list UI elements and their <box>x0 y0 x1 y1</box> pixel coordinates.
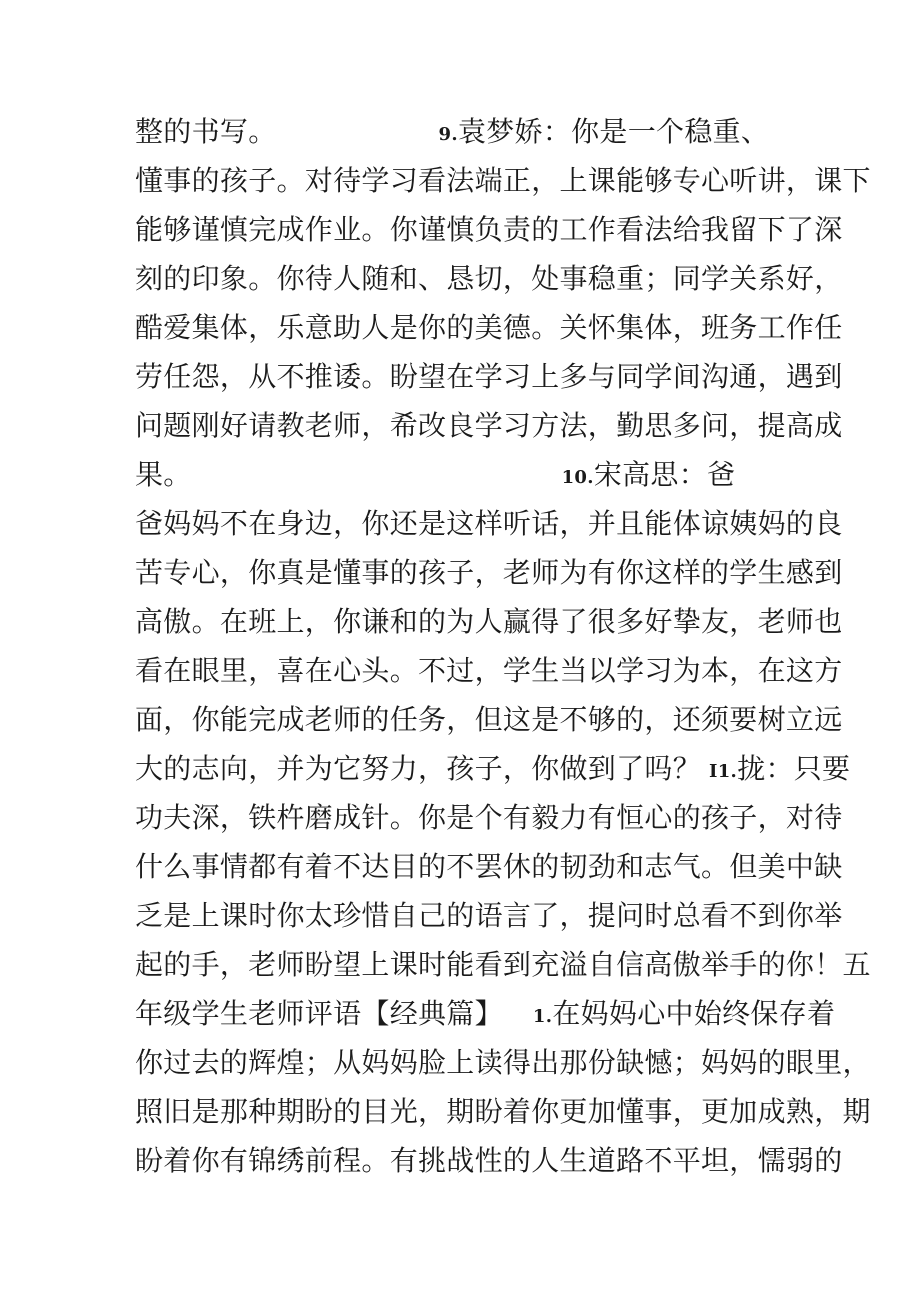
line-text: 在妈妈心中始终保存着 <box>552 997 836 1030</box>
text-line: 起的手，老师盼望上课时能看到充溢自信高傲举手的你！五 <box>135 948 871 981</box>
line-text: 整的书写。 <box>135 115 277 148</box>
line-text: 袁梦娇：你是一个稳重、 <box>457 115 770 148</box>
text-line: 照旧是那种期盼的目光，期盼着你更加懂事，更加成熟，期 <box>135 1095 871 1128</box>
text-line: 看在眼里，喜在心头。不过，学生当以学习为本，在这方 <box>135 654 843 687</box>
text-line: 苦专心，你真是懂事的孩子，老师为有你这样的学生感到 <box>135 556 843 589</box>
text-line <box>135 107 795 156</box>
text-line <box>135 744 851 793</box>
line-text: 宋高思：爸 <box>593 458 736 491</box>
text-line: 高傲。在班上，你谦和的为人赢得了很多好挚友，老师也 <box>135 605 843 638</box>
text-line <box>135 989 836 1038</box>
line-text: 拢：只要 <box>737 752 851 785</box>
text-line: 劳任怨，从不推诿。盼望在学习上多与同学间沟通，遇到 <box>135 360 843 393</box>
line-text: 大的志向，并为它努力，孩子，你做到了吗？ <box>135 752 702 785</box>
text-line: 乏是上课时你太珍惜自己的语言了，提问时总看不到你举 <box>135 899 843 932</box>
text-line: 能够谨慎完成作业。你谨慎负责的工作看法给我留下了深 <box>135 213 843 246</box>
text-line: 爸妈妈不在身边，你还是这样听话，并且能体谅姨妈的良 <box>135 507 843 540</box>
item-number: I1. <box>709 761 738 782</box>
text-line <box>135 450 795 499</box>
text-line: 刻的印象。你待人随和、恳切，处事稳重；同学关系好， <box>135 262 843 295</box>
line-text: 果。 <box>135 458 192 491</box>
text-line: 功夫深，铁杵磨成针。你是个有毅力有恒心的孩子，对待 <box>135 801 843 834</box>
text-line: 懂事的孩子。对待学习看法端正，上课能够专心听讲，课下 <box>135 164 871 197</box>
text-line: 问题刚好请教老师，希改良学习方法，勤思多问，提高成 <box>135 409 843 442</box>
item-number: 10. <box>561 467 594 488</box>
document-body <box>135 107 871 1185</box>
line-text: 年级学生老师评语【经典篇】 <box>135 997 503 1030</box>
text-line: 盼着你有锦绣前程。有挑战性的人生道路不平坦，懦弱的 <box>135 1144 843 1177</box>
text-line: 你过去的辉煌；从妈妈脸上读得出那份缺憾；妈妈的眼里， <box>135 1046 871 1079</box>
item-number: 1. <box>532 1006 553 1027</box>
item-number: 9. <box>438 124 458 145</box>
text-line: 酷爱集体，乐意助人是你的美德。关怀集体，班务工作任 <box>135 311 843 344</box>
text-line: 面，你能完成老师的任务，但这是不够的，还须要树立远 <box>135 703 843 736</box>
text-line: 什么事情都有着不达目的不罢休的韧劲和志气。但美中缺 <box>135 850 843 883</box>
